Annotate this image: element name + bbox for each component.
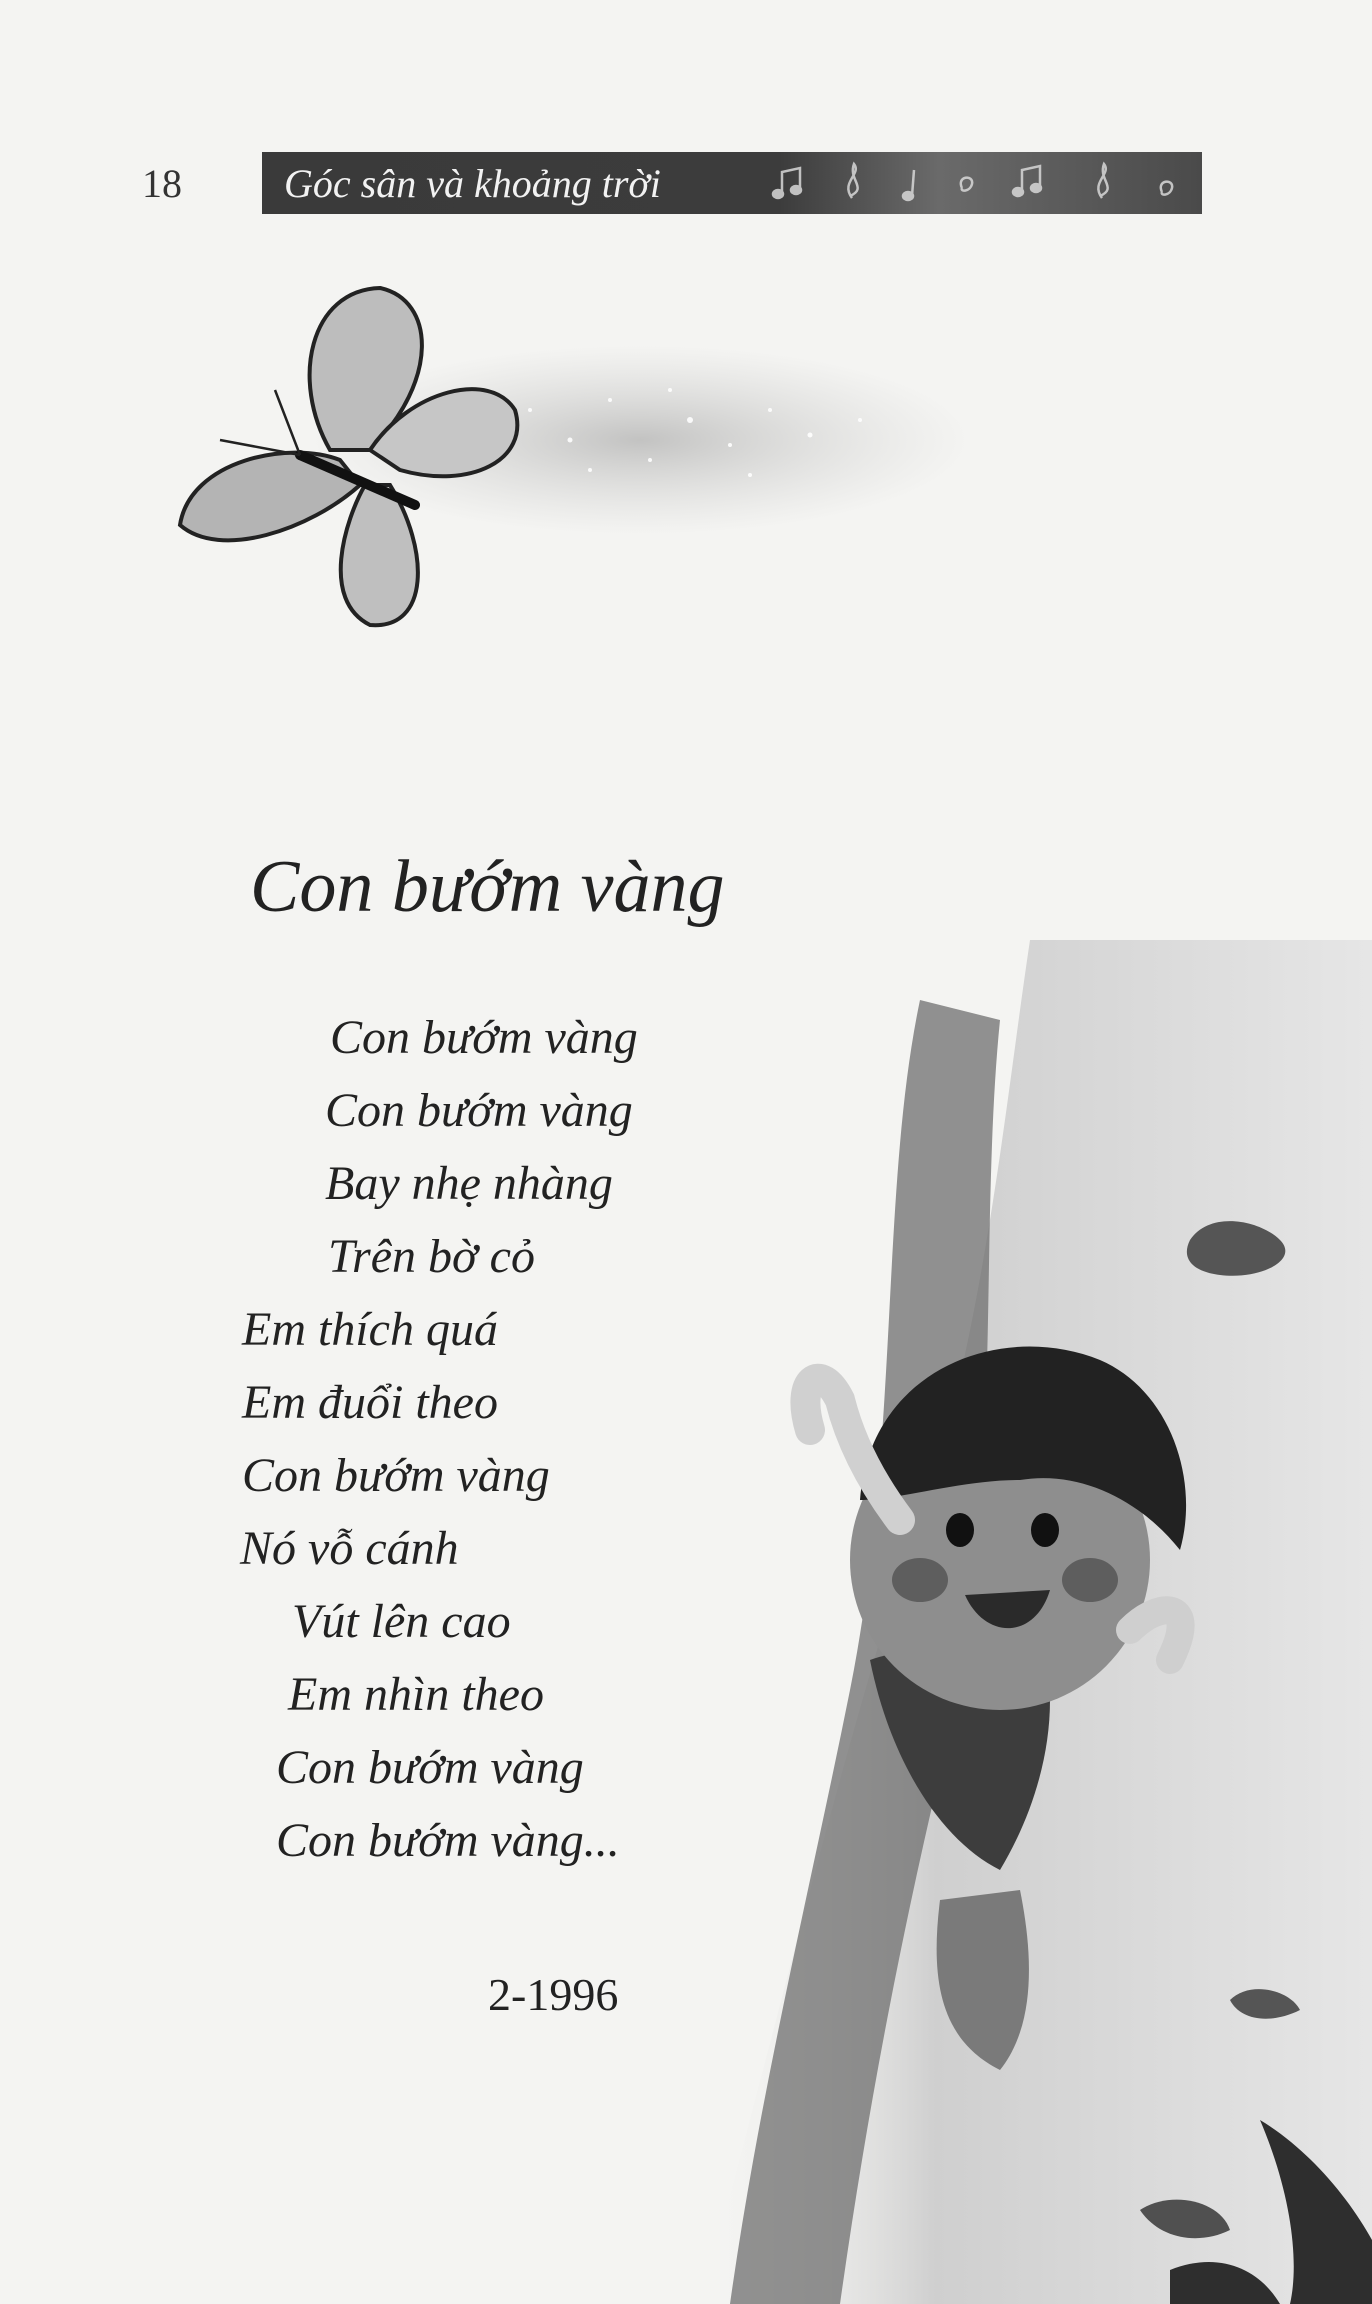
poem-date: 2-1996 [488, 1969, 619, 2020]
poem-line: Con bướm vàng [325, 1084, 633, 1137]
header-title: Góc sân và khoảng trời [284, 161, 661, 206]
poem-line: Vút lên cao [292, 1595, 511, 1648]
poem-line: Bay nhẹ nhàng [325, 1157, 613, 1210]
poem-line: Em nhìn theo [288, 1668, 544, 1721]
child-leaping-illustration [700, 940, 1372, 2304]
page-number: 18 [142, 161, 182, 206]
poem-line: Nó vỗ cánh [240, 1522, 459, 1575]
music-notes-decoration [722, 152, 1202, 214]
poem-line: Con bướm vàng [276, 1741, 584, 1794]
header-bar [262, 152, 1202, 214]
poem-line: Em đuổi theo [242, 1376, 498, 1429]
poem-line: Trên bờ cỏ [328, 1230, 535, 1283]
poem-line: Em thích quá [242, 1303, 498, 1356]
poem-title: Con bướm vàng [250, 846, 725, 928]
poem-line: Con bướm vàng [330, 1011, 638, 1064]
poem-line: Con bướm vàng... [276, 1814, 620, 1867]
butterfly-illustration [170, 270, 970, 650]
poem-line: Con bướm vàng [242, 1449, 550, 1502]
